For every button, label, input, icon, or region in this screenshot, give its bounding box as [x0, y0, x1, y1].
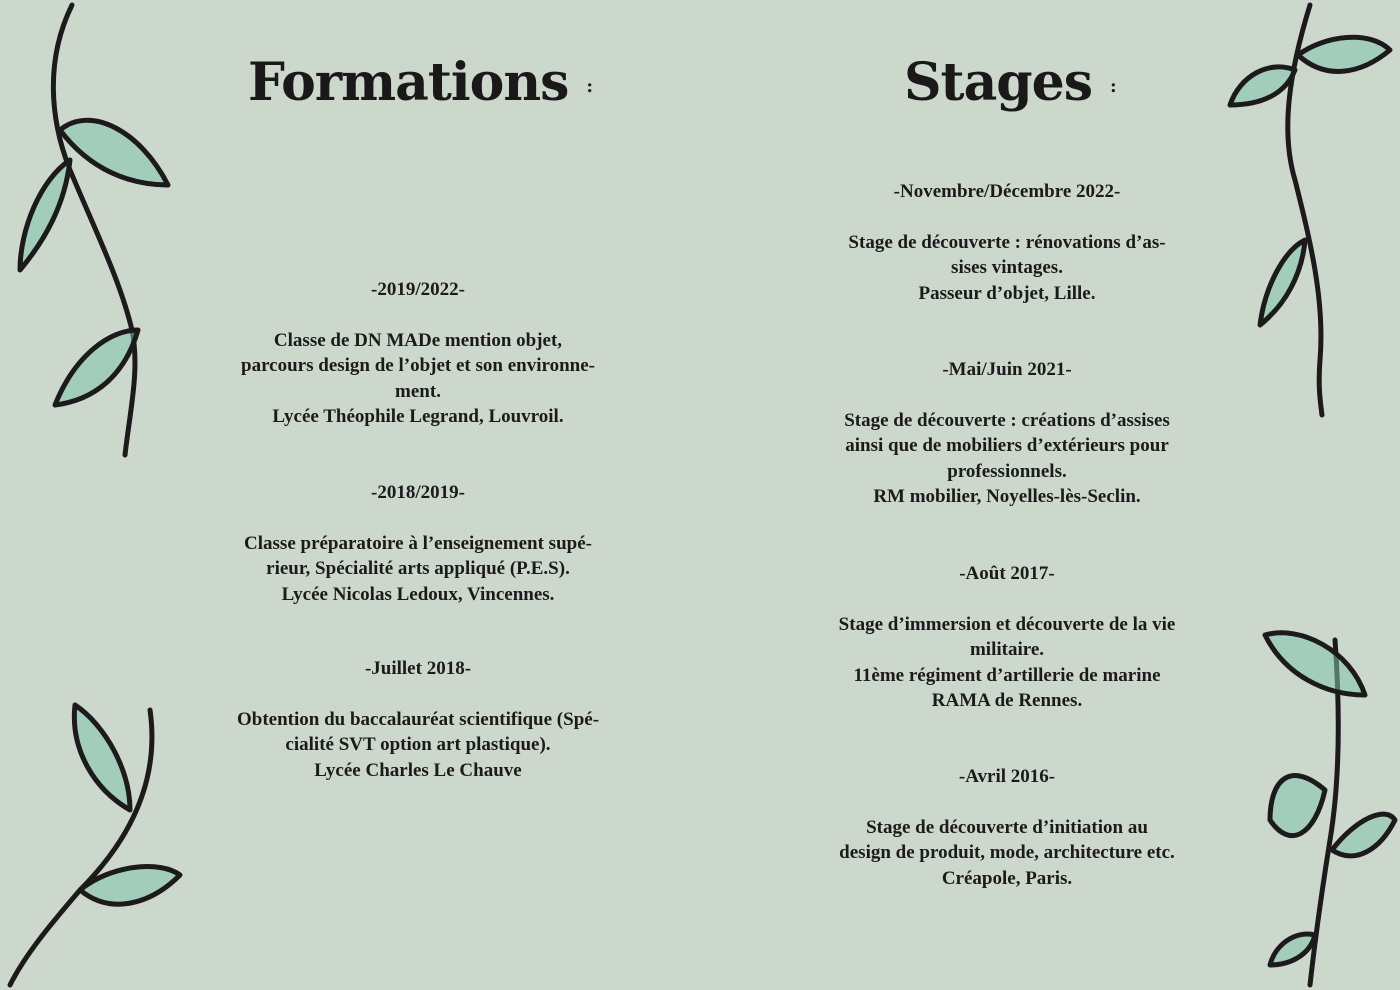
stage-line: Stage d’immersion et découverte de la vie: [838, 613, 1176, 635]
formation-line: rieur, Spécialité arts appliqué (P.E.S).: [266, 558, 570, 579]
formation-line: Lycée Théophile Legrand, Louvroil.: [272, 406, 564, 427]
formation-date: -Juillet 2018-: [364, 658, 472, 679]
stage-entry: [790, 561, 1224, 714]
stage-line: sises vintages.: [951, 257, 1063, 278]
formation-entry: [190, 277, 646, 430]
stage-date: -Novembre/Décembre 2022-: [893, 181, 1121, 202]
stage-entry: [790, 179, 1224, 306]
formation-line: parcours design de l’objet et son environne-: [241, 355, 595, 376]
formation-date: -2019/2022-: [371, 279, 465, 300]
stage-entry: [790, 357, 1224, 510]
stage-line: RAMA de Rennes.: [931, 690, 1083, 711]
formation-line: Classe de DN MADe mention objet,: [273, 329, 563, 351]
stage-date: -Août 2017-: [959, 563, 1055, 584]
vine-bottom-right-illustration: [1240, 620, 1400, 990]
formation-line: cialité SVT option art plastique).: [285, 734, 551, 755]
vine-top-right-illustration: [1210, 0, 1400, 420]
stages-heading: [904, 52, 1116, 113]
formation-line: Lycée Nicolas Ledoux, Vincennes.: [281, 583, 555, 605]
formation-line: Lycée Charles Le Chauve: [314, 759, 522, 781]
stage-line: design de produit, mode, architecture etc.: [839, 842, 1175, 863]
stage-line: Stage de découverte d’initiation au: [866, 816, 1148, 838]
formations-heading: [248, 52, 592, 113]
stage-line: 11ème régiment d’artillerie de marine: [853, 664, 1161, 686]
vine-top-left-illustration: [0, 0, 200, 460]
vine-bottom-left-illustration: [0, 690, 200, 990]
formation-entry: [190, 480, 646, 607]
stage-line: Stage de découverte : rénovations d’as-: [848, 231, 1166, 253]
formation-line: Classe préparatoire à l’enseignement supé-: [244, 532, 592, 554]
formations-title: Formations: [248, 52, 569, 113]
formation-line: Obtention du baccalauréat scientifique (Spé-: [236, 708, 600, 730]
stage-line: professionnels.: [947, 460, 1067, 482]
stage-line: militaire.: [969, 639, 1045, 660]
stage-date: -Avril 2016-: [958, 766, 1056, 787]
stages-colon: :: [1109, 76, 1116, 97]
stage-line: Créapole, Paris.: [941, 867, 1073, 889]
stage-line: ainsi que de mobiliers d’extérieurs pour: [845, 435, 1169, 456]
formation-line: ment.: [395, 380, 441, 402]
stage-date: -Mai/Juin 2021-: [942, 359, 1072, 380]
stages-title: Stages: [904, 52, 1092, 113]
stage-entry: [790, 764, 1224, 891]
formations-colon: :: [586, 76, 593, 97]
stage-line: Stage de découverte : créations d’assises: [844, 409, 1170, 431]
stage-line: Passeur d’objet, Lille.: [918, 282, 1096, 304]
stage-line: RM mobilier, Noyelles-lès-Seclin.: [873, 486, 1141, 507]
formation-date: -2018/2019-: [371, 482, 465, 503]
formation-entry: [190, 656, 646, 783]
